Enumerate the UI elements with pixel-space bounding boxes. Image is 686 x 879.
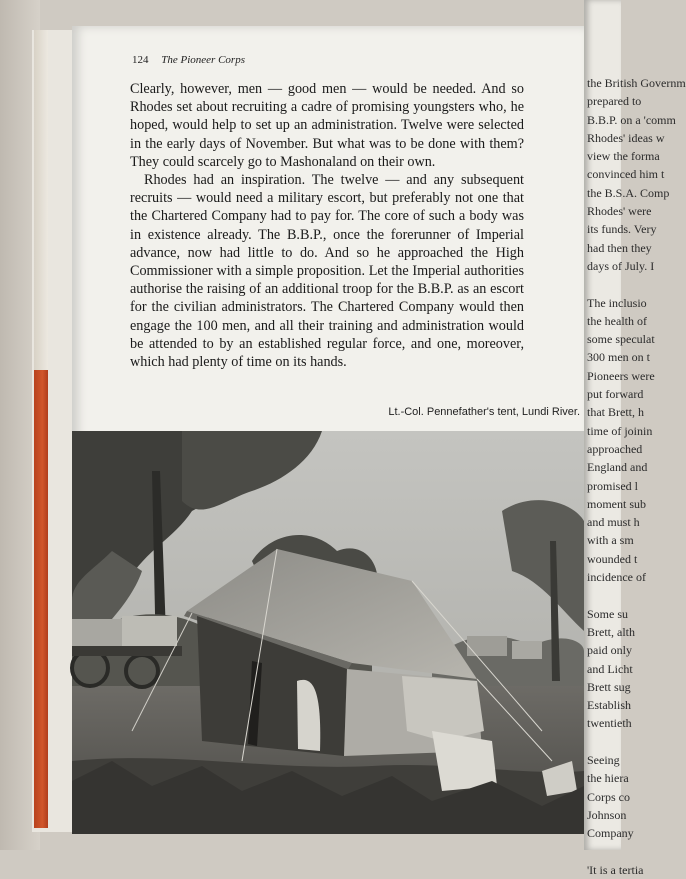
facing-page-line: Corps co	[587, 789, 630, 804]
facing-page-line: Establish	[587, 698, 631, 713]
facing-page-line: the health of	[587, 313, 647, 328]
facing-page-line: England and	[587, 460, 648, 475]
facing-page-line: 300 men on t	[587, 350, 650, 365]
facing-page-line: wounded t	[587, 551, 638, 566]
paragraph: Clearly, however, men — good men — would be needed. And so Rhodes set about recruiting a cadre of promising youngsters who, he hoped, would help to set up an administration. Twelve were selected in the early days of November. But what was to be done with them? They could scarcely go to Mashonaland on their own.	[130, 81, 524, 170]
facing-page-line: incidence of	[587, 570, 646, 585]
facing-page-line: Some su	[587, 606, 629, 621]
facing-page-line: and must h	[587, 515, 640, 530]
facing-page-line: Rhodes' were	[587, 204, 652, 219]
running-header	[132, 54, 245, 66]
facing-page-line: convinced him t	[587, 167, 665, 182]
facing-page-line: twentieth	[587, 716, 632, 731]
facing-page-line: with a sm	[587, 533, 634, 548]
facing-page-line: B.B.P. on a 'comm	[587, 112, 676, 127]
facing-page-line: the hiera	[587, 771, 629, 786]
facing-page-line	[587, 842, 647, 860]
facing-page-line: Johnson	[587, 807, 627, 822]
facing-page-line: view the forma	[587, 149, 660, 164]
facing-page-line: time of joinin	[587, 423, 653, 438]
facing-page-line	[587, 275, 647, 293]
body-text	[130, 80, 524, 371]
facing-page-line: Brett, alth	[587, 624, 635, 639]
facing-page-line: prepared to	[587, 94, 642, 109]
facing-page-line: paid only	[587, 643, 632, 658]
facing-page-line: Rhodes' ideas w	[587, 130, 665, 145]
facing-page-text	[587, 74, 686, 879]
facing-page-line: Seeing	[587, 752, 620, 767]
facing-page	[584, 0, 686, 877]
facing-page-line: approached	[587, 441, 643, 456]
book-page	[72, 26, 584, 834]
facing-page-line: 'It is a tertia	[587, 862, 644, 877]
facing-page-line: put forward	[587, 387, 644, 402]
tent-photograph	[72, 431, 584, 834]
facing-page-line: the B.S.A. Comp	[587, 185, 670, 200]
photo-caption: Lt.-Col. Pennefather's tent, Lundi River.	[388, 406, 580, 418]
facing-page-line: promised l	[587, 478, 638, 493]
paragraph: Rhodes had an inspiration. The twelve — and any subsequent recruits — would need a military escort, but preferably not one that the Chartered Company had to pay for. The core of such a body was in existence already. The B.B.P., once the forerunner of Imperial advance, now had little to do. And so he approached the High Commissioner with a simple proposition. Let the Imperial authorities authorise the raising of an additional troop for the B.B.P. as an escort for the civilian administrators. The Chartered Company would then engage the 100 men, and all their training and administration would be attended to by an established regular force, and one, moreover, which had plenty of time on its hands.	[130, 172, 524, 371]
facing-page-line	[587, 586, 647, 604]
book-spine-red	[34, 370, 48, 828]
photo-illustration	[72, 431, 584, 834]
facing-page-line: that Brett, h	[587, 405, 644, 420]
facing-page-line: Pioneers were	[587, 368, 655, 383]
facing-page-line: Brett sug	[587, 679, 631, 694]
facing-page-line: and Licht	[587, 661, 633, 676]
facing-page-line: its funds. Very	[587, 222, 657, 237]
page-number: 124	[132, 54, 149, 66]
facing-page-line: had then they	[587, 240, 652, 255]
facing-page-line: some speculat	[587, 332, 655, 347]
facing-page-line: Company	[587, 826, 634, 841]
facing-page-line: moment sub	[587, 496, 646, 511]
facing-page-line: The inclusio	[587, 295, 647, 310]
book-spine-cream	[34, 30, 48, 370]
facing-page-line	[587, 733, 647, 751]
facing-page-line: the British Governm	[587, 76, 686, 90]
running-title: The Pioneer Corps	[161, 54, 245, 66]
facing-page-line: days of July. I	[587, 258, 655, 273]
